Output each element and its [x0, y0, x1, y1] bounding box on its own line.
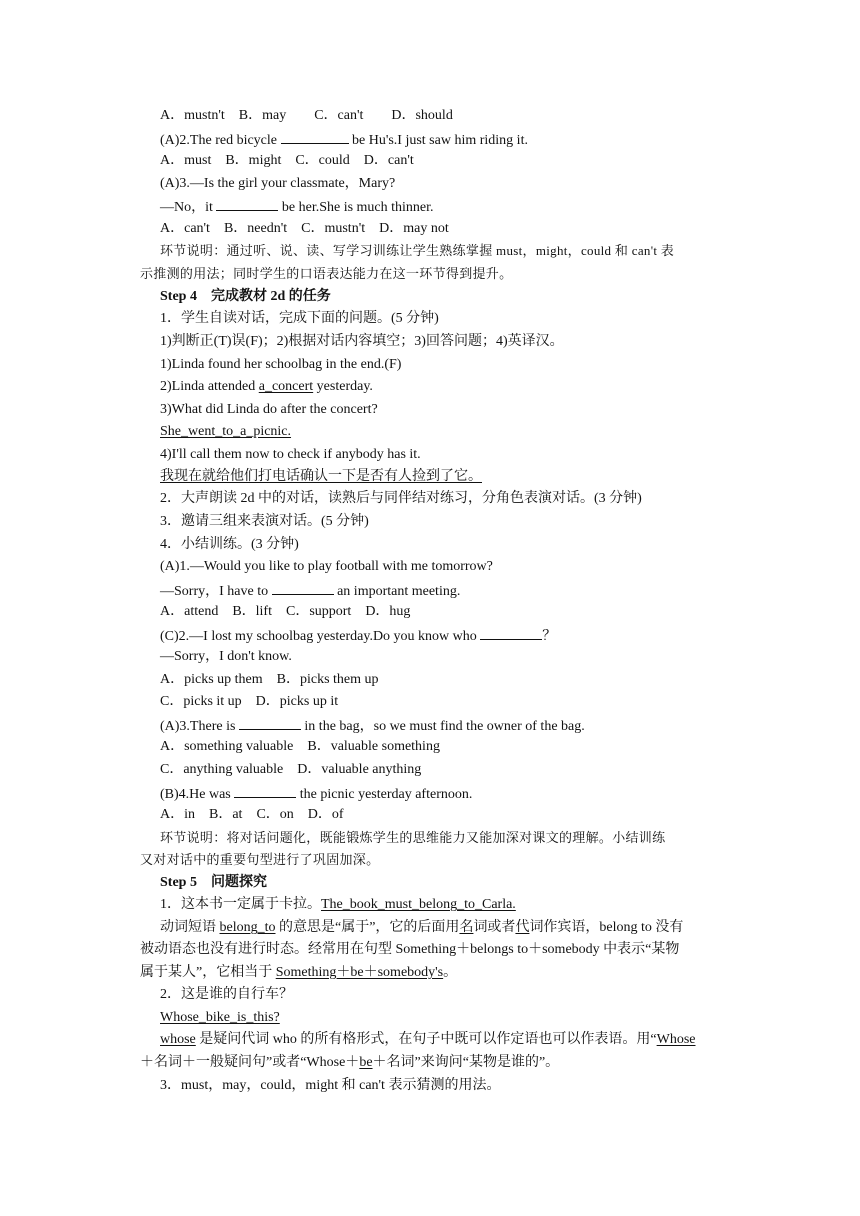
answer-blank: [281, 129, 349, 144]
answer-underlined: Something＋be＋somebody's: [275, 965, 444, 980]
explain-line: 被动语态也没有进行时态。经常用在句型 Something＋belongs to＋somebody 中表示“某物: [140, 942, 680, 957]
explain-line: [160, 918, 683, 938]
answer-underlined: a_concert: [258, 379, 314, 394]
dialogue-text: be her.She is much thinner.: [278, 200, 434, 215]
dialogue-text: an important meeting.: [333, 584, 461, 599]
task-line: 4．小结训练。(3 分钟): [160, 537, 299, 552]
explain-line: 2．这是谁的自行车？: [160, 987, 293, 1002]
exercise-line: 1)Linda found her schoolbag in the end.(F): [160, 357, 402, 372]
answer-underlined: be: [359, 1055, 373, 1070]
explain-text: 属于某人”，它相当于: [140, 965, 276, 980]
answer-underlined: Whose: [656, 1032, 696, 1047]
question-text: (A)3.There is: [160, 719, 239, 734]
explain-text: 动词短语: [160, 920, 220, 935]
answer-underlined: 名: [459, 920, 474, 935]
exercise-text: yesterday.: [313, 379, 373, 394]
options-line: C．anything valuable D．valuable anything: [160, 762, 422, 777]
dialogue-line: —Sorry，I don't know.: [160, 649, 292, 664]
answer-underlined: belong_to: [219, 920, 276, 935]
explain-line: [140, 963, 457, 983]
answer-blank: [234, 783, 296, 798]
question-text: (A)2.The red bicycle: [160, 133, 281, 148]
exercise-text: 2)Linda attended: [160, 379, 259, 394]
question-line: [160, 625, 556, 647]
options-line: C．picks it up D．picks up it: [160, 694, 339, 709]
answer-underlined: 代: [515, 920, 530, 935]
explain-text: ＋名词”来询问“某物是谁的”。: [372, 1055, 560, 1070]
dialogue-line: [160, 196, 434, 218]
answer-blank: [239, 715, 301, 730]
question-text: (C)2.—I lost my schoolbag yesterday.Do you know who: [160, 629, 481, 644]
question-line: (A)1.—Would you like to play football with me tomorrow?: [160, 559, 493, 574]
question-text: (B)4.He was: [160, 787, 235, 802]
explain-text: 是疑问代词 who 的所有格形式，在句子中既可以作定语也可以作表语。用“: [195, 1032, 657, 1047]
answer-underlined: 我现在就给他们打电话确认一下是否有人捡到了它。: [160, 469, 482, 484]
options-line: A．attend B．lift C．support D．hug: [160, 604, 411, 619]
options-line: A．mustn't B．may C．can't D．should: [160, 108, 453, 123]
question-line: [160, 129, 528, 151]
exercise-line: 4)I'll call them now to check if anybody has it.: [160, 447, 421, 462]
question-text: be Hu's.I just saw him riding it.: [348, 133, 528, 148]
task-line: 2．大声朗读 2d 中的对话，读熟后与同伴结对练习，分角色表演对话。(3 分钟): [160, 491, 642, 506]
question-text: ？: [542, 629, 557, 644]
dialogue-text: —No，it: [160, 200, 217, 215]
question-text: in the bag，so we must find the owner of the bag.: [300, 719, 585, 734]
explain-text: 的意思是“属于”，它的后面用: [275, 920, 460, 935]
explain-text: 词或者: [473, 920, 516, 935]
explain-line: [160, 895, 516, 915]
answer-blank: [272, 580, 334, 595]
options-line: A．must B．might C．could D．can't: [160, 153, 414, 168]
answer-underlined: The_book_must_belong_to_Carla.: [321, 897, 516, 912]
exercise-line: 3)What did Linda do after the concert?: [160, 402, 378, 417]
answer-blank: [480, 625, 542, 640]
dialogue-line: [160, 580, 460, 602]
question-line: (A)3.—Is the girl your classmate，Mary?: [160, 176, 396, 191]
answer-underlined: Whose_bike_is_this?: [160, 1010, 280, 1025]
dialogue-text: —Sorry，I have to: [160, 584, 272, 599]
step-heading: Step 5 问题探究: [160, 875, 267, 890]
explain-text: 1．这本书一定属于卡拉。: [160, 897, 321, 912]
exercise-line: [160, 377, 373, 397]
explain-text: ＋名词＋一般疑问句”或者“Whose＋: [140, 1055, 360, 1070]
options-line: A．in B．at C．on D．of: [160, 807, 344, 822]
options-line: A．picks up them B．picks them up: [160, 672, 379, 687]
explain-line: 3．must，may，could，might 和 can't 表示猜测的用法。: [160, 1078, 501, 1093]
options-line: A．can't B．needn't C．mustn't D．may not: [160, 221, 449, 236]
section-note: 又对对话中的重要句型进行了巩固加深。: [140, 852, 380, 867]
answer-underlined: whose: [160, 1032, 196, 1047]
section-note: 环节说明：通过听、说、读、写学习训练让学生熟练掌握 must，might，could 和 can't 表: [160, 243, 675, 258]
answer-blank: [216, 196, 278, 211]
options-line: A．something valuable B．valuable something: [160, 739, 440, 754]
question-text: the picnic yesterday afternoon.: [296, 787, 473, 802]
explain-line: [160, 1030, 696, 1050]
step-heading: Step 4 完成教材 2d 的任务: [160, 289, 331, 304]
section-note: 示推测的用法；同时学生的口语表达能力在这一环节得到提升。: [140, 266, 513, 281]
section-note: 环节说明：将对话问题化，既能锻炼学生的思维能力又能加深对课文的理解。小结训练: [160, 830, 666, 845]
task-line: 1)判断正(T)误(F)；2)根据对话内容填空；3)回答问题；4)英译汉。: [160, 334, 564, 349]
explain-text: 词作宾语，belong to 没有: [529, 920, 684, 935]
task-line: 1．学生自读对话，完成下面的问题。(5 分钟): [160, 311, 439, 326]
explain-text: 。: [443, 965, 458, 980]
explain-line: [140, 1053, 559, 1073]
question-line: [160, 715, 585, 737]
question-line: [160, 783, 472, 805]
answer-underlined: She_went_to_a_picnic.: [160, 424, 292, 439]
task-line: 3．邀请三组来表演对话。(5 分钟): [160, 514, 369, 529]
